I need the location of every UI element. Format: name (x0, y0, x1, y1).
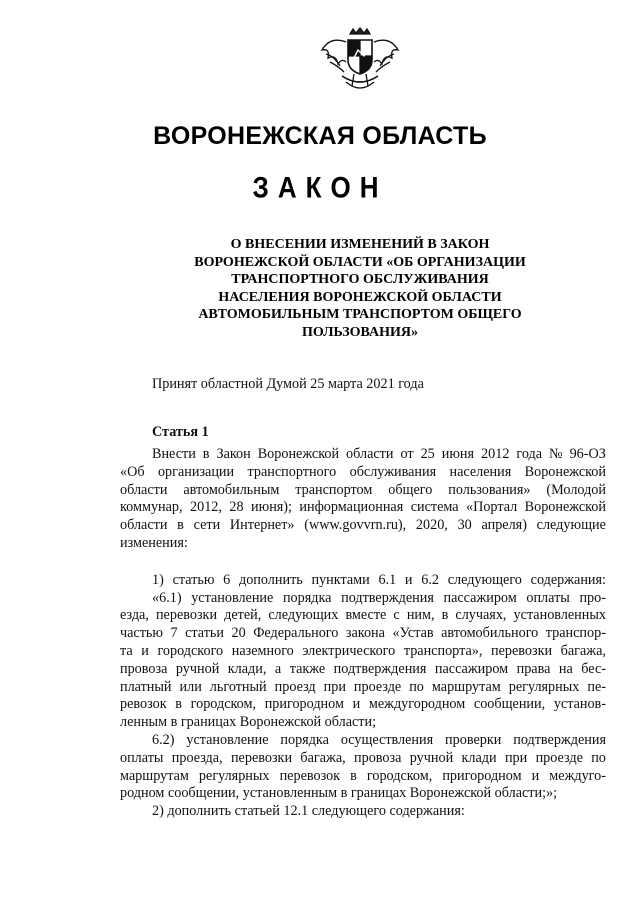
word: 25 (420, 446, 435, 462)
word: случаях, (455, 607, 507, 624)
text-line (120, 482, 606, 500)
word: Внести (152, 446, 196, 462)
text-line (120, 607, 606, 625)
word: проезд (274, 678, 316, 695)
word: проезде (535, 749, 583, 766)
word: июня); (251, 499, 292, 516)
word: и (531, 767, 540, 784)
title-line: НАСЕЛЕНИЯ ВОРОНЕЖСКОЙ ОБЛАСТИ (218, 289, 502, 305)
word: статьи (185, 625, 224, 642)
word: маршрутам (431, 678, 501, 695)
text-line (120, 714, 606, 732)
text-line (120, 785, 606, 803)
text-line-content: 2) дополнить статьей 12.1 следующего содержания: (152, 803, 465, 820)
word: 96-ОЗ (569, 446, 606, 462)
document-type: ЗАКОН (252, 169, 388, 205)
word: в (175, 696, 182, 713)
word: междуго- (549, 767, 606, 784)
article-body (120, 446, 606, 821)
word: 7 (170, 625, 178, 642)
word: в (177, 517, 184, 534)
word: частью (120, 625, 163, 642)
text-line (120, 750, 606, 768)
word: багажа, (300, 749, 346, 766)
word: пассажиром (434, 660, 509, 677)
text-line-content: ленным в границах Воронежской области; (120, 714, 377, 731)
word: 28 (229, 499, 244, 516)
word: статью (172, 571, 215, 588)
word: установ- (553, 696, 606, 713)
word: транспортом (295, 481, 373, 498)
word: «Устав (392, 625, 434, 642)
word: багажа, (560, 642, 606, 659)
word: 2012, (190, 499, 222, 516)
word: оплаты (526, 589, 570, 606)
word: организации (157, 463, 235, 480)
word: ручной (175, 660, 220, 677)
text-line (120, 535, 606, 553)
word: 2020, (415, 517, 448, 534)
word: закона (345, 625, 385, 642)
text-line (120, 499, 606, 517)
paragraph-gap (120, 553, 606, 572)
word: населения (449, 463, 512, 480)
word: ним, (406, 607, 435, 624)
word: городском, (366, 767, 433, 784)
word: при (323, 678, 346, 695)
text-line (120, 625, 606, 643)
word: та (120, 642, 133, 659)
word: Воронежской (257, 446, 340, 462)
word: регулярных (508, 678, 580, 695)
word: следующих (268, 607, 339, 624)
word: или (179, 678, 202, 695)
word: пунктами (311, 571, 370, 588)
title-line: АВТОМОБИЛЬНЫМ ТРАНСПОРТОМ ОБЩЕГО (198, 307, 522, 323)
word: по (409, 678, 424, 695)
word: в (350, 767, 357, 784)
word: пе- (587, 678, 606, 695)
word: пользования» (448, 481, 531, 498)
word: провоза (120, 660, 168, 677)
text-line (120, 464, 606, 482)
word: дополнить (239, 571, 303, 588)
word: установленных (513, 607, 606, 624)
word: при (504, 749, 528, 766)
word: с (393, 607, 400, 624)
word: городском, (190, 696, 257, 713)
word: области (120, 517, 168, 534)
word: бес- (581, 660, 606, 677)
word: оплаты (120, 749, 164, 766)
word: 6.2 (421, 571, 439, 588)
word: на (558, 660, 573, 677)
word: области (346, 446, 394, 462)
word: проверки (445, 731, 502, 748)
word: пригородном (442, 767, 522, 784)
word: клади (461, 749, 497, 766)
word: года (516, 446, 543, 462)
text-line (120, 696, 606, 714)
word: пассажиром (443, 589, 517, 606)
word: Федерального (253, 625, 339, 642)
word: перевозки (490, 642, 553, 659)
word: области (120, 481, 168, 498)
word: маршрутам (120, 767, 189, 784)
text-line (120, 768, 606, 786)
word: 6 (223, 571, 231, 588)
word: транспорта», (403, 642, 483, 659)
word: регулярных (198, 767, 270, 784)
text-line (120, 732, 606, 750)
word: 1) (152, 571, 164, 588)
word: 20 (231, 625, 246, 642)
word: платный (120, 678, 172, 695)
word: от (400, 446, 414, 462)
word: автомобильного (441, 625, 539, 642)
word: проезда, (171, 749, 223, 766)
text-line (120, 590, 606, 608)
word: по (591, 749, 606, 766)
word: содержания: (530, 571, 606, 588)
word: 30 (457, 517, 472, 534)
word: провоза (354, 749, 402, 766)
word: «Об (120, 463, 145, 480)
word: городского (157, 642, 224, 659)
word: 6.2) (152, 731, 175, 748)
word: коммунар, (120, 499, 183, 516)
word: сети (193, 517, 221, 534)
word: Интернет» (229, 517, 295, 534)
word: в (441, 607, 449, 624)
word: обслуживания (349, 463, 437, 480)
word: перевозок (279, 767, 341, 784)
text-line (120, 643, 606, 661)
word: общего (388, 481, 433, 498)
word: «6.1) (152, 589, 182, 606)
word: льготный (209, 678, 267, 695)
article-heading: Статья 1 (152, 424, 209, 440)
word: а (274, 660, 282, 677)
word: апреля) (481, 517, 527, 534)
word: езда, (120, 607, 149, 624)
law-title (150, 236, 570, 342)
title-line: О ВНЕСЕНИИ ИЗМЕНЕНИЙ В ЗАКОН (230, 237, 490, 252)
word: установление (191, 589, 274, 606)
title-line: ТРАНСПОРТНОГО ОБСЛУЖИВАНИЯ (231, 272, 489, 288)
text-line-content: изменения: (120, 534, 188, 551)
word: права (516, 660, 551, 677)
word: автомобильным (183, 481, 280, 498)
word: и (404, 571, 413, 588)
word: про- (579, 589, 606, 606)
word: вместе (345, 607, 387, 624)
word: ручной (409, 749, 454, 766)
word: перевозки (230, 749, 293, 766)
text-line-content: родном сообщении, установленным в границах Воронежской области;»; (120, 785, 558, 802)
word: наземного (231, 642, 294, 659)
word: подтверждения (341, 589, 434, 606)
text-line (120, 446, 606, 464)
text-line (120, 572, 606, 590)
word: 6.1 (378, 571, 397, 588)
coat-of-arms-icon (316, 26, 404, 100)
word: пригородном (264, 696, 344, 713)
word: клади, (227, 660, 267, 677)
region-name: ВОРОНЕЖСКАЯ ОБЛАСТЬ (153, 122, 487, 150)
word: порядка (282, 589, 332, 606)
word: транспор- (545, 625, 606, 642)
adoption-note: Принят областной Думой 25 марта 2021 года (152, 376, 424, 392)
word: электрического (302, 642, 396, 659)
word: следующего (447, 571, 522, 588)
word: № (549, 446, 563, 462)
word: в (202, 446, 210, 462)
title-line: ВОРОНЕЖСКОЙ ОБЛАСТИ «ОБ ОРГАНИЗАЦИИ (194, 254, 526, 270)
word: и (141, 642, 149, 659)
word: «Портал (466, 499, 518, 516)
word: междугородном (368, 696, 466, 713)
text-line (120, 661, 606, 679)
word: перевозки (155, 607, 218, 624)
word: подтверждения (333, 660, 427, 677)
word: осуществления (340, 731, 434, 748)
word: Воронежской (524, 499, 606, 516)
word: транспортного (247, 463, 337, 480)
word: следующие (536, 517, 606, 534)
word: сообщении, (473, 696, 546, 713)
word: установление (186, 731, 269, 748)
word: проезде (353, 678, 402, 695)
word: июня (441, 446, 475, 462)
word: подтверждения (513, 731, 606, 748)
word: (Молодой (546, 481, 606, 498)
word: детей, (224, 607, 262, 624)
text-line (120, 803, 606, 821)
title-line: ПОЛЬЗОВАНИЯ» (302, 324, 418, 340)
word: и (352, 696, 361, 713)
word: система (410, 499, 459, 516)
word: (www.govvrn.ru), (304, 517, 407, 534)
word: 2012 (481, 446, 510, 462)
word: порядка (280, 731, 329, 748)
text-line (120, 679, 606, 697)
word: также (289, 660, 326, 677)
text-line (120, 517, 606, 535)
word: ревозок (120, 696, 167, 713)
word: Воронежской (524, 463, 606, 480)
word: Закон (216, 446, 251, 462)
word: информационная (299, 499, 404, 516)
